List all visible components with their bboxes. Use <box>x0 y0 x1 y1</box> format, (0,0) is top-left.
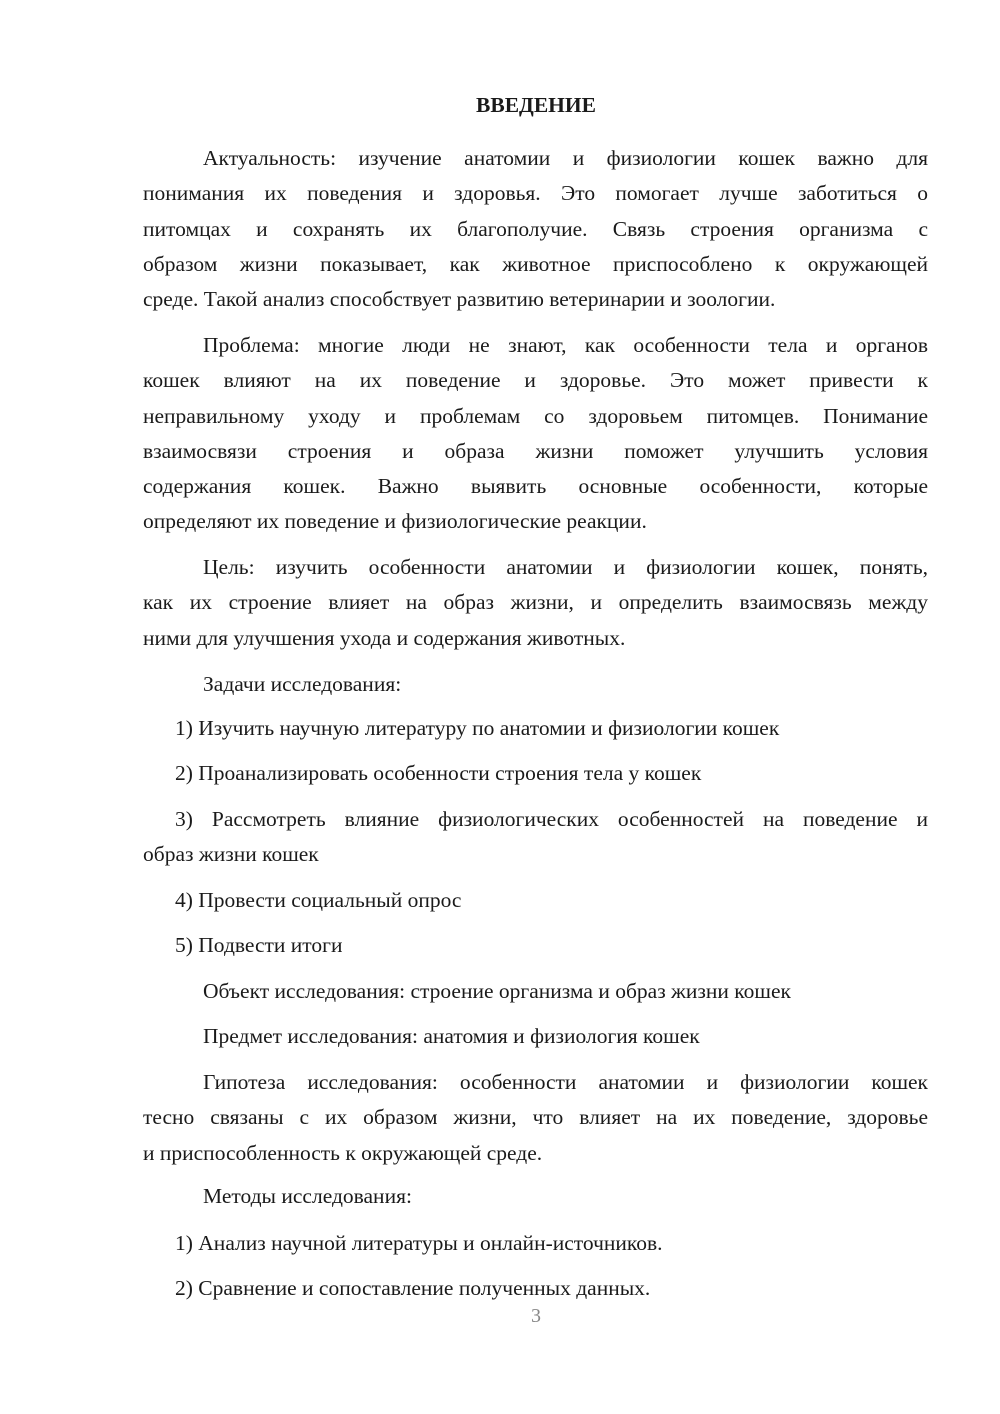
text-line: Гипотеза исследования: особенности анатомии и физиологии кошек <box>203 1070 928 1094</box>
text-line: Актуальность: изучение анатомии и физиологии кошек важно для <box>203 146 928 170</box>
task-item <box>143 802 928 873</box>
research-subject: Предмет исследования: анатомия и физиология кошек <box>203 1024 700 1048</box>
text-line: и приспособленность к окружающей среде. <box>143 1140 543 1165</box>
task-item: 5) Подвести итоги <box>175 933 343 957</box>
text-line: содержания кошек. Важно выявить основные особенности, которые <box>143 474 928 499</box>
paragraph-hypothesis <box>143 1065 928 1171</box>
text-line: кошек влияют на их поведение и здоровье. Это может привести к <box>143 368 928 393</box>
task-item: 2) Проанализировать особенности строения тела у кошек <box>175 761 702 785</box>
text-line: тесно связаны с их образом жизни, что влияет на их поведение, здоровье <box>143 1105 928 1130</box>
paragraph-problem <box>143 328 928 540</box>
text-line: образом жизни показывает, как животное приспособлено к окружающей <box>143 251 928 276</box>
page-title: ВВЕДЕНИЕ <box>476 93 596 117</box>
text-line: Цель: изучить особенности анатомии и физиологии кошек, понять, <box>203 555 928 579</box>
method-item: 1) Анализ научной литературы и онлайн-источников. <box>175 1231 663 1255</box>
methods-heading: Методы исследования: <box>203 1184 412 1208</box>
text-line: Проблема: многие люди не знают, как особенности тела и органов <box>203 333 928 357</box>
paragraph-relevance <box>143 141 928 317</box>
method-item: 2) Сравнение и сопоставление полученных данных. <box>175 1276 651 1300</box>
text-line: взаимосвязи строения и образа жизни поможет улучшить условия <box>143 438 928 463</box>
research-object: Объект исследования: строение организма и образ жизни кошек <box>203 979 791 1003</box>
task-item: 1) Изучить научную литературу по анатомии и физиологии кошек <box>175 716 780 740</box>
text-line: среде. Такой анализ способствует развитию ветеринарии и зоологии. <box>143 287 776 312</box>
text-line: определяют их поведение и физиологические реакции. <box>143 509 647 534</box>
text-line: 3) Рассмотреть влияние физиологических особенностей на поведение и <box>175 807 928 831</box>
text-line: неправильному уходу и проблемам со здоровьем питомцев. Понимание <box>143 403 928 428</box>
text-line: как их строение влияет на образ жизни, и определить взаимосвязь между <box>143 590 928 615</box>
paragraph-goal <box>143 550 928 656</box>
tasks-heading: Задачи исследования: <box>203 672 402 696</box>
page-number: 3 <box>531 1305 541 1327</box>
task-item: 4) Провести социальный опрос <box>175 888 462 912</box>
text-line: ними для улучшения ухода и содержания животных. <box>143 625 626 650</box>
text-line: питомцах и сохранять их благополучие. Связь строения организма с <box>143 216 928 241</box>
text-line: понимания их поведения и здоровья. Это помогает лучше заботиться о <box>143 181 928 206</box>
text-line: образ жизни кошек <box>143 842 319 867</box>
